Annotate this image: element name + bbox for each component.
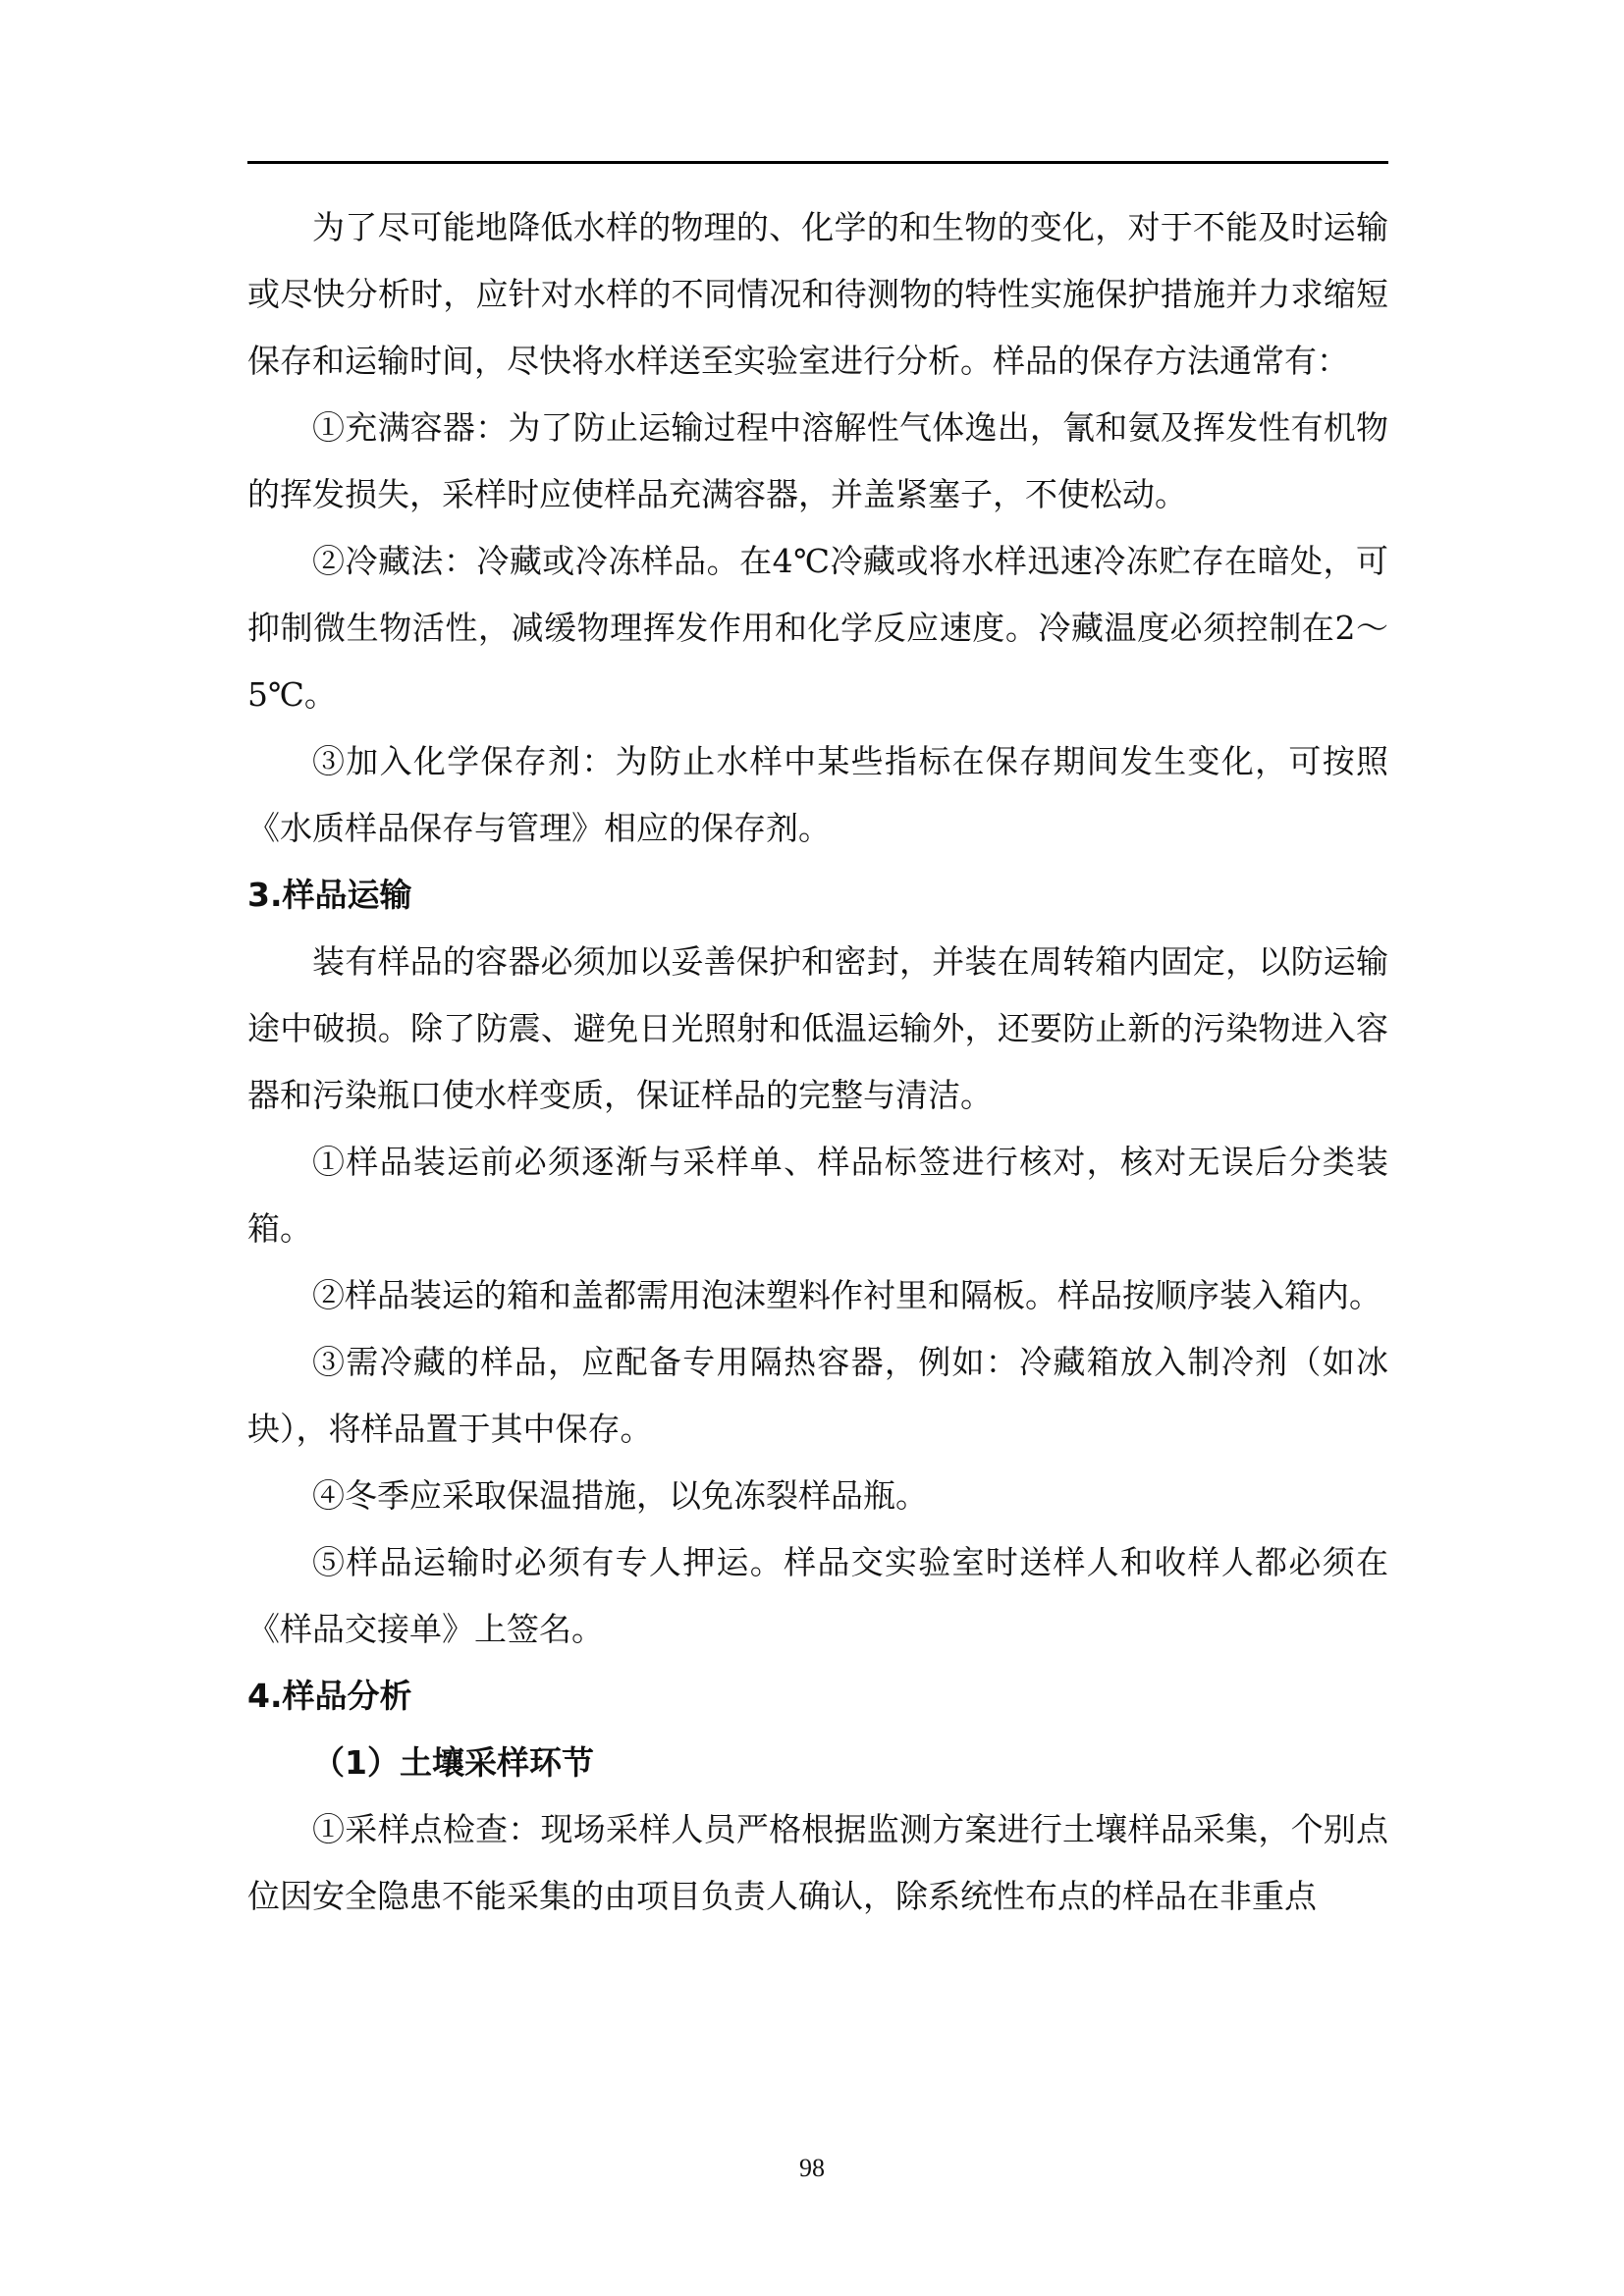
- paragraph-transport-packing: ②样品装运的箱和盖都需用泡沫塑料作衬里和隔板。样品按顺序装入箱内。: [312, 1276, 1381, 1314]
- paragraph-fill-container: ①充满容器：为了防止运输过程中溶解性气体逸出，氰和氨及挥发性有机物的挥发损失，采样时应使样品充满容器，并盖紧塞子，不使松动。: [247, 408, 1388, 513]
- paragraph-transport-winter: ④冬季应采取保温措施，以免冻裂样品瓶。: [312, 1476, 928, 1515]
- section-heading-sample-analysis: 4.样品分析: [247, 1677, 412, 1715]
- paragraph-transport-check: ①样品装运前必须逐渐与采样单、样品标签进行核对，核对无误后分类装箱。: [247, 1143, 1388, 1248]
- page-body: [247, 194, 1388, 1930]
- paragraph-refrigeration: ②冷藏法：冷藏或冷冻样品。在4℃冷藏或将水样迅速冷冻贮存在暗处，可抑制微生物活性，减缓物理挥发作用和化学反应速度。冷藏温度必须控制在2～5℃。: [247, 542, 1388, 714]
- paragraph-transport-cold: ③需冷藏的样品，应配备专用隔热容器，例如：冷藏箱放入制冷剂（如冰块），将样品置于其中保存。: [247, 1343, 1388, 1448]
- paragraph-transport-escort: ⑤样品运输时必须有专人押运。样品交实验室时送样人和收样人都必须在《样品交接单》上签名。: [247, 1543, 1388, 1648]
- paragraph-chemical-preservative: ③加入化学保存剂：为防止水样中某些指标在保存期间发生变化，可按照《水质样品保存与管理》相应的保存剂。: [247, 742, 1388, 847]
- paragraph-transport-intro: 装有样品的容器必须加以妥善保护和密封，并装在周转箱内固定，以防运输途中破损。除了防震、避免日光照射和低温运输外，还要防止新的污染物进入容器和污染瓶口使水样变质，保证样品的完整与清洁。: [247, 942, 1388, 1114]
- header-rule: [247, 161, 1388, 164]
- paragraph-preservation-intro: 为了尽可能地降低水样的物理的、化学的和生物的变化，对于不能及时运输或尽快分析时，应针对水样的不同情况和待测物的特性实施保护措施并力求缩短保存和运输时间，尽快将水样送至实验室进行分析。样品的保存方法通常有：: [247, 208, 1388, 380]
- paragraph-sampling-point-check: ①采样点检查：现场采样人员严格根据监测方案进行土壤样品采集，个别点位因安全隐患不能采集的由项目负责人确认，除系统性布点的样品在非重点: [247, 1810, 1388, 1915]
- subsection-heading-soil-sampling: （1）土壤采样环节: [312, 1743, 594, 1782]
- page-number: 98: [799, 2154, 825, 2182]
- section-heading-sample-transport: 3.样品运输: [247, 876, 412, 914]
